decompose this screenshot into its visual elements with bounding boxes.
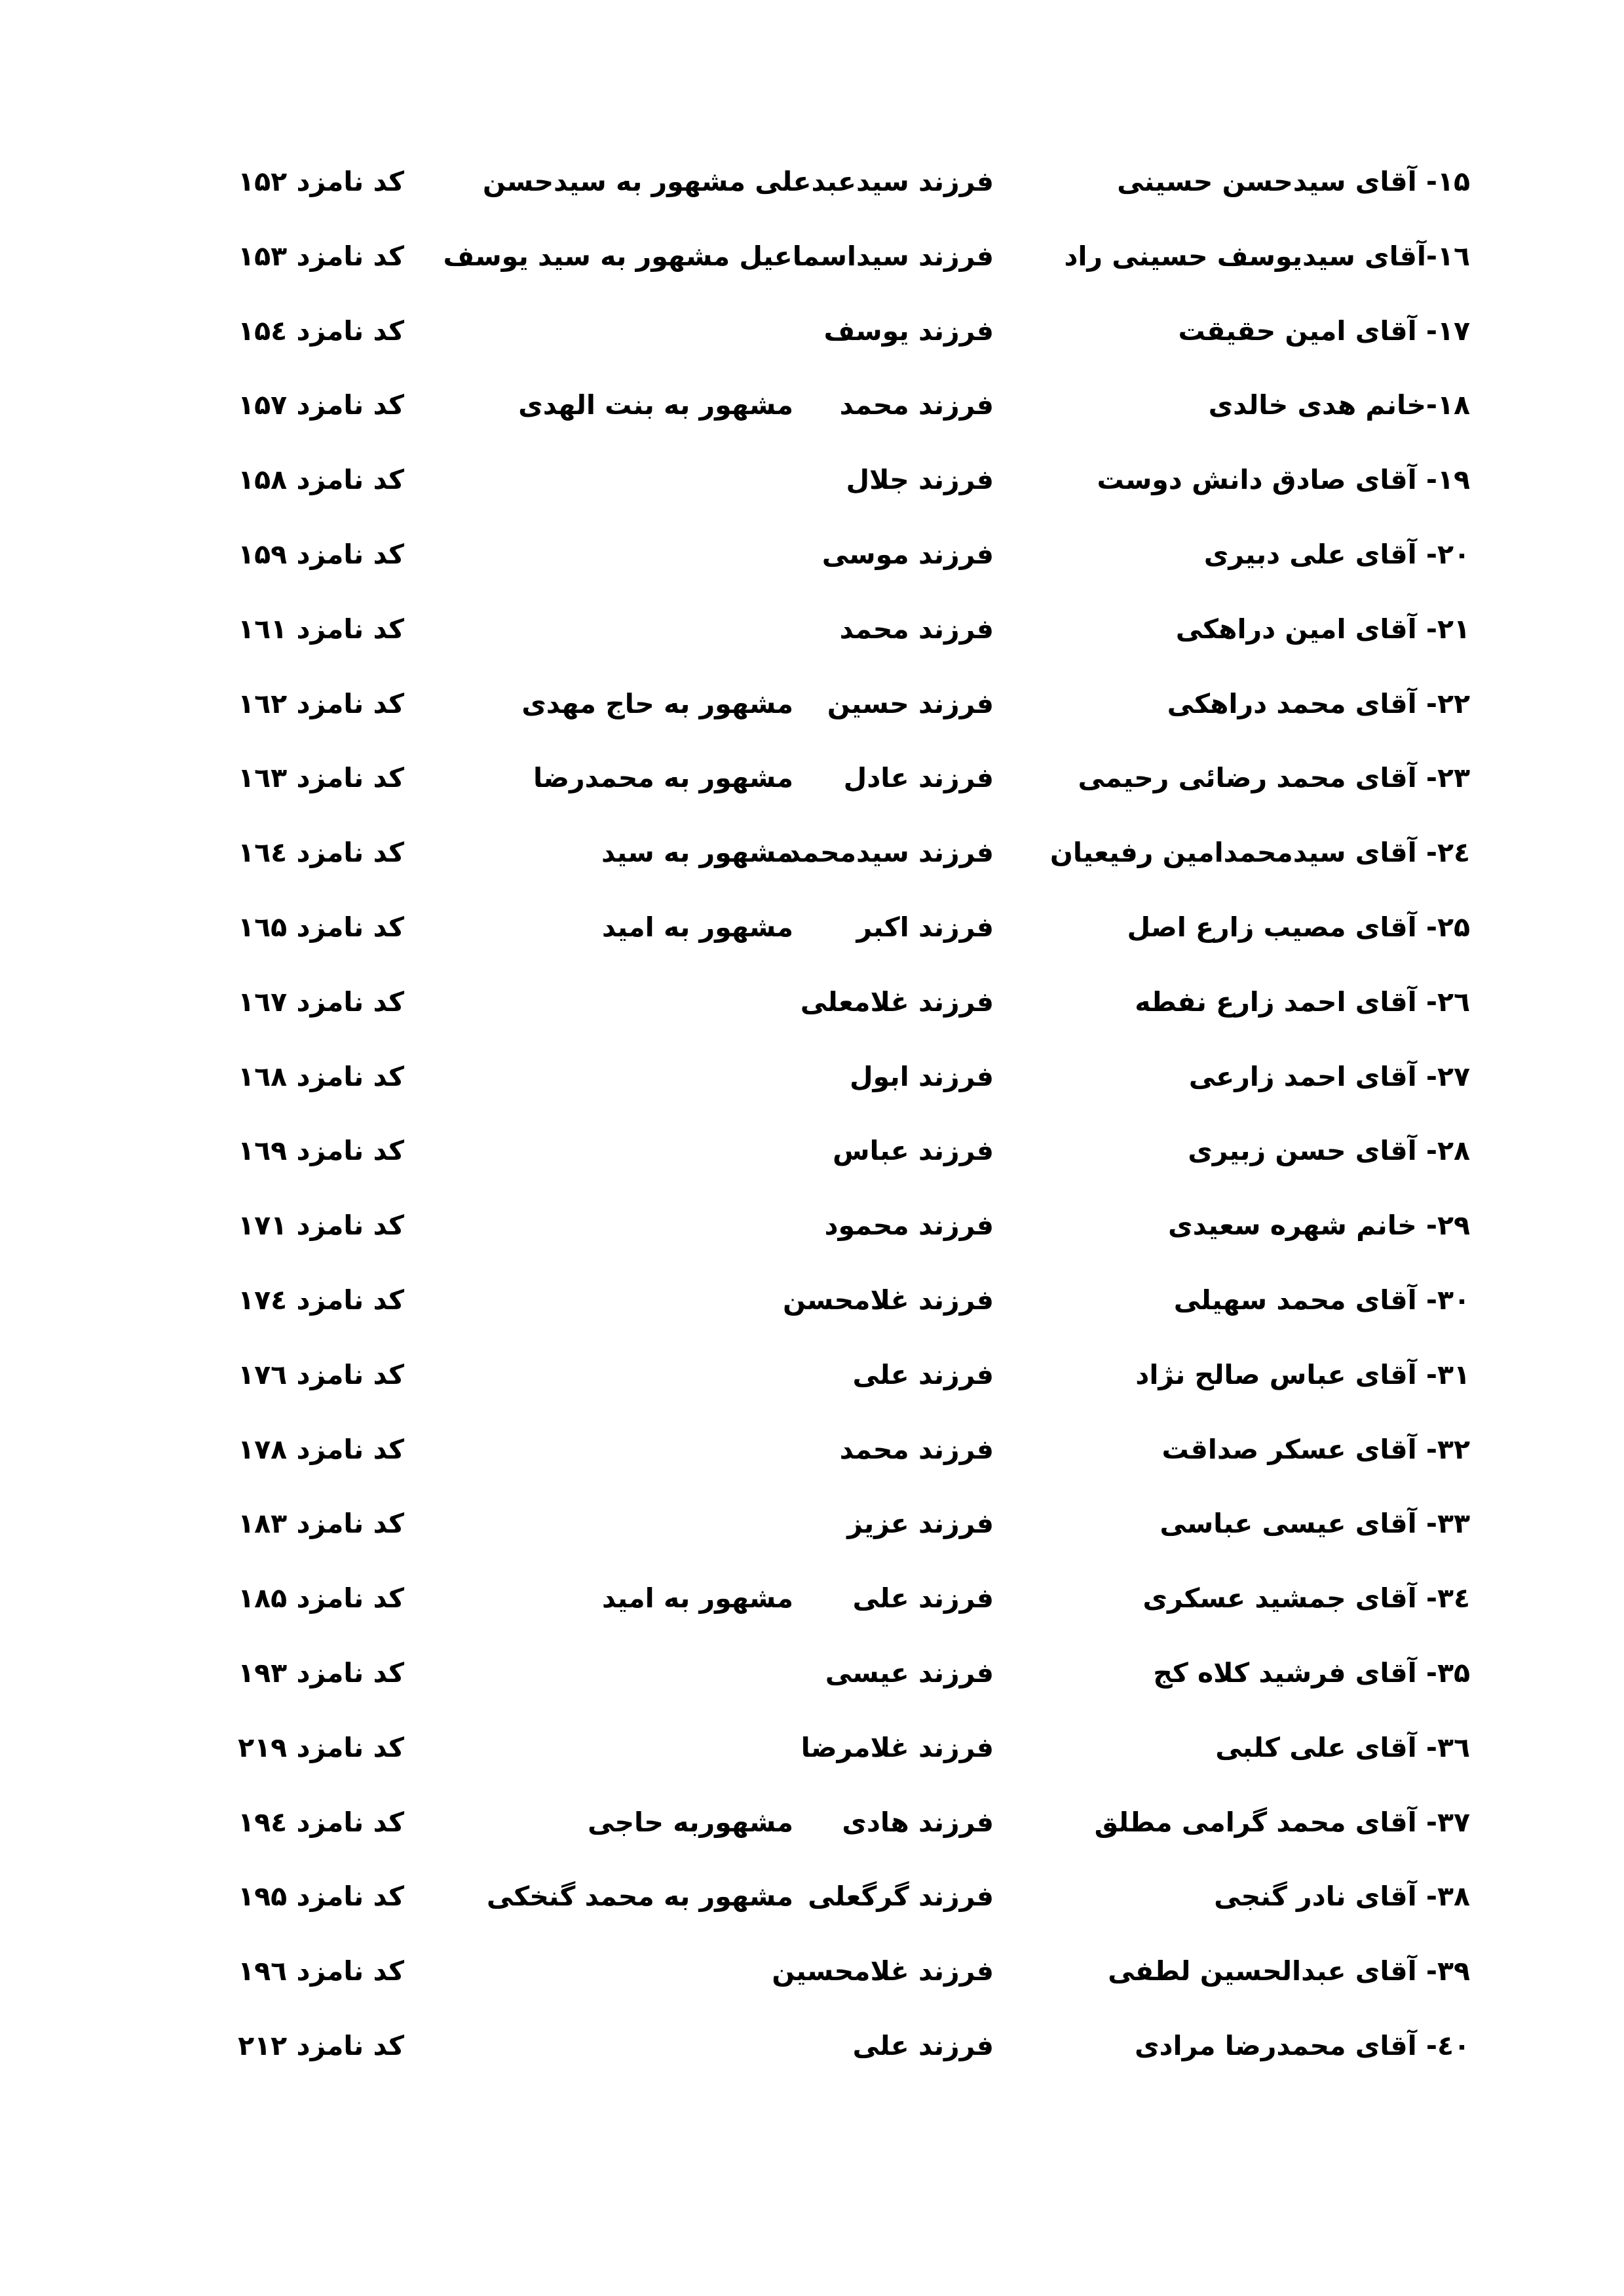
- candidate-father-name: فرزند عباس: [832, 1135, 994, 1166]
- candidate-name: ۲۱- آقای امین دراهکی: [1175, 613, 1470, 645]
- candidate-name: ۳۹- آقای عبدالحسین لطفی: [1108, 1955, 1470, 1987]
- candidate-code: کد نامزد ۱۷۸: [238, 1434, 404, 1465]
- candidate-alias: مشهوربه حاجی: [588, 1807, 793, 1838]
- candidate-name: ۱٦-آقای سیدیوسف حسینی راد: [1064, 240, 1470, 272]
- candidate-alias: [479, 1124, 793, 1177]
- candidate-alias: [479, 528, 793, 581]
- candidate-father-name: فرزند هادی: [842, 1807, 994, 1838]
- candidate-alias: [479, 2019, 793, 2072]
- candidate-alias: [479, 453, 793, 506]
- candidate-alias: مشهور به محمدرضا: [533, 762, 793, 794]
- candidate-alias: [479, 1497, 793, 1550]
- candidate-alias: [479, 1199, 793, 1252]
- candidate-code: کد نامزد ۱۵۳: [238, 240, 404, 272]
- candidate-alias: [479, 1274, 793, 1326]
- candidate-code: کد نامزد ۱٦٤: [238, 837, 404, 868]
- candidate-code: کد نامزد ۱٦۵: [238, 911, 404, 943]
- candidate-code: کد نامزد ۱۷٤: [238, 1284, 404, 1316]
- candidate-row: [0, 1124, 1624, 1177]
- candidate-code: کد نامزد ۱٦۳: [238, 762, 404, 794]
- candidate-father-name: فرزند غلامحسن: [783, 1284, 994, 1316]
- candidate-code: کد نامزد ۱۵۸: [238, 464, 404, 495]
- candidate-father-name: فرزند عادل: [843, 762, 994, 794]
- candidate-code: کد نامزد ۱۸۳: [238, 1508, 404, 1539]
- candidate-name: ۳۱- آقای عباس صالح نژاد: [1135, 1359, 1470, 1390]
- candidate-name: ۳٤- آقای جمشید عسکری: [1142, 1582, 1470, 1614]
- candidate-code: کد نامزد ۱۹٤: [238, 1807, 404, 1838]
- candidate-father-name: فرزند سیداسماعیل مشهور به سید یوسف: [443, 240, 994, 272]
- candidate-row: [0, 678, 1624, 730]
- candidate-alias: [479, 603, 793, 655]
- candidate-code: کد نامزد ۱۷٦: [238, 1359, 404, 1390]
- candidate-father-name: فرزند اکبر: [856, 911, 994, 943]
- candidate-alias: [479, 1945, 793, 1997]
- candidate-father-name: فرزند محمد: [839, 1434, 994, 1465]
- candidate-code: کد نامزد ۱۵۷: [238, 389, 404, 421]
- candidate-alias: [479, 1647, 793, 1699]
- candidate-father-name: فرزند جلال: [846, 464, 994, 495]
- candidate-name: ۲۵- آقای مصیب زارع اصل: [1127, 911, 1470, 943]
- candidate-father-name: فرزند حسین: [827, 688, 994, 719]
- candidate-father-name: فرزند محمود: [824, 1210, 994, 1241]
- candidate-code: کد نامزد ۱٦۱: [238, 613, 404, 645]
- candidate-father-name: فرزند عیسی: [825, 1657, 994, 1689]
- candidate-row: [0, 155, 1624, 208]
- candidate-alias: [479, 1423, 793, 1476]
- candidate-alias: مشهور به بنت الهدی: [518, 389, 793, 421]
- candidate-alias: [479, 1721, 793, 1774]
- candidate-name: ۲٤- آقای سیدمحمدامین رفیعیان: [1049, 837, 1470, 868]
- candidate-father-name: فرزند گرگعلی: [808, 1881, 994, 1912]
- candidate-alias: [479, 155, 793, 208]
- candidate-alias: مشهور به حاج مهدی: [521, 688, 793, 719]
- candidate-name: ۲۳- آقای محمد رضائی رحیمی: [1078, 762, 1470, 794]
- candidate-father-name: فرزند عزیز: [847, 1508, 994, 1539]
- candidate-father-name: فرزند علی: [852, 1582, 994, 1614]
- candidate-row: [0, 1497, 1624, 1550]
- candidate-code: کد نامزد ۲۱۹: [238, 1732, 404, 1763]
- candidate-name: ۲۲- آقای محمد دراهکی: [1167, 688, 1470, 719]
- candidate-code: کد نامزد ۱۵٤: [238, 315, 404, 347]
- candidate-alias: [479, 1050, 793, 1103]
- candidate-alias: [479, 305, 793, 357]
- candidate-father-name: فرزند غلامحسین: [772, 1955, 994, 1987]
- candidate-alias: [479, 1349, 793, 1401]
- candidate-alias: مشهور به محمد گنخکی: [486, 1881, 793, 1912]
- candidate-name: ۲۹- خانم شهره سعیدی: [1168, 1210, 1470, 1241]
- candidate-name: ۳۰- آقای محمد سهیلی: [1173, 1284, 1470, 1316]
- candidate-alias: مشهور به امید: [601, 1582, 793, 1614]
- candidate-alias: [479, 230, 793, 282]
- candidate-row: [0, 1870, 1624, 1923]
- candidate-name: ۳۸- آقای نادر گنجی: [1214, 1881, 1470, 1912]
- candidate-name: ۲۷- آقای احمد زارعی: [1188, 1061, 1470, 1092]
- candidate-father-name: فرزند علی: [852, 1359, 994, 1390]
- candidate-row: [0, 528, 1624, 581]
- candidate-name: ۳۲- آقای عسکر صداقت: [1161, 1434, 1470, 1465]
- candidate-code: کد نامزد ۱۵۹: [238, 539, 404, 570]
- candidate-name: ۲۰- آقای علی دبیری: [1203, 539, 1470, 570]
- candidate-name: ۳٦- آقای علی کلبی: [1215, 1732, 1470, 1763]
- candidate-row: [0, 1423, 1624, 1476]
- candidate-row: [0, 305, 1624, 357]
- candidate-row: [0, 1945, 1624, 1997]
- candidate-row: [0, 752, 1624, 804]
- candidate-code: کد نامزد ۱٦۷: [238, 986, 404, 1018]
- candidate-row: [0, 1274, 1624, 1326]
- candidate-row: [0, 1647, 1624, 1699]
- candidate-row: [0, 1050, 1624, 1103]
- candidate-code: کد نامزد ۱۹۵: [238, 1881, 404, 1912]
- candidate-alias: مشهور به امید: [601, 911, 793, 943]
- candidate-alias: [479, 976, 793, 1028]
- candidate-code: کد نامزد ۱۹٦: [238, 1955, 404, 1987]
- candidate-father-name: فرزند علی: [852, 2030, 994, 2061]
- candidate-row: [0, 1572, 1624, 1624]
- candidate-name: ۱۸-خانم هدی خالدی: [1208, 389, 1470, 421]
- candidate-row: [0, 826, 1624, 879]
- candidate-name: ۲۸- آقای حسن زبیری: [1188, 1135, 1470, 1166]
- candidate-name: ۳۵- آقای فرشید کلاه کج: [1153, 1657, 1470, 1689]
- candidate-row: [0, 379, 1624, 431]
- candidate-name: ۱۹- آقای صادق دانش دوست: [1097, 464, 1470, 495]
- candidate-row: [0, 901, 1624, 953]
- candidate-father-name: فرزند غلامرضا: [801, 1732, 994, 1763]
- candidate-name: ۳۳- آقای عیسی عباسی: [1160, 1508, 1470, 1539]
- candidate-code: کد نامزد ۱٦۲: [238, 688, 404, 719]
- candidate-code: کد نامزد ۲۱۲: [238, 2030, 404, 2061]
- candidate-father-name: فرزند غلامعلی: [800, 986, 994, 1018]
- candidate-father-name: فرزند محمد: [839, 613, 994, 645]
- candidate-code: کد نامزد ۱٦۹: [238, 1135, 404, 1166]
- candidate-code: کد نامزد ۱۷۱: [238, 1210, 404, 1241]
- candidate-name: ۳۷- آقای محمد گرامی مطلق: [1094, 1807, 1470, 1838]
- candidate-name: ٤۰- آقای محمدرضا مرادی: [1134, 2030, 1470, 2061]
- candidate-alias: مشهور به سید: [601, 837, 793, 868]
- candidate-row: [0, 1349, 1624, 1401]
- candidate-row: [0, 1721, 1624, 1774]
- candidate-father-name: فرزند محمد: [839, 389, 994, 421]
- candidate-row: [0, 976, 1624, 1028]
- candidate-father-name: فرزند ابول: [849, 1061, 994, 1092]
- candidate-code: کد نامزد ۱۹۳: [238, 1657, 404, 1689]
- candidate-father-name: فرزند موسی: [821, 539, 994, 570]
- candidate-name: ۱۷- آقای امین حقیقت: [1178, 315, 1470, 347]
- candidate-name: ۲٦- آقای احمد زارع نفطه: [1135, 986, 1470, 1018]
- candidate-code: کد نامزد ۱۸۵: [238, 1582, 404, 1614]
- candidate-row: [0, 453, 1624, 506]
- candidate-father-name: فرزند یوسف: [823, 315, 994, 347]
- candidate-name: ۱۵- آقای سیدحسن حسینی: [1117, 166, 1470, 197]
- candidate-code: کد نامزد ۱٦۸: [238, 1061, 404, 1092]
- candidate-row: [0, 230, 1624, 282]
- candidate-row: [0, 2019, 1624, 2072]
- candidate-code: کد نامزد ۱۵۲: [238, 166, 404, 197]
- candidate-row: [0, 603, 1624, 655]
- candidate-father-name: فرزند سیدمحمد: [786, 837, 994, 868]
- candidate-father-name: فرزند سیدعبدعلی مشهور به سیدحسن: [482, 166, 994, 197]
- candidate-row: [0, 1199, 1624, 1252]
- candidate-row: [0, 1796, 1624, 1848]
